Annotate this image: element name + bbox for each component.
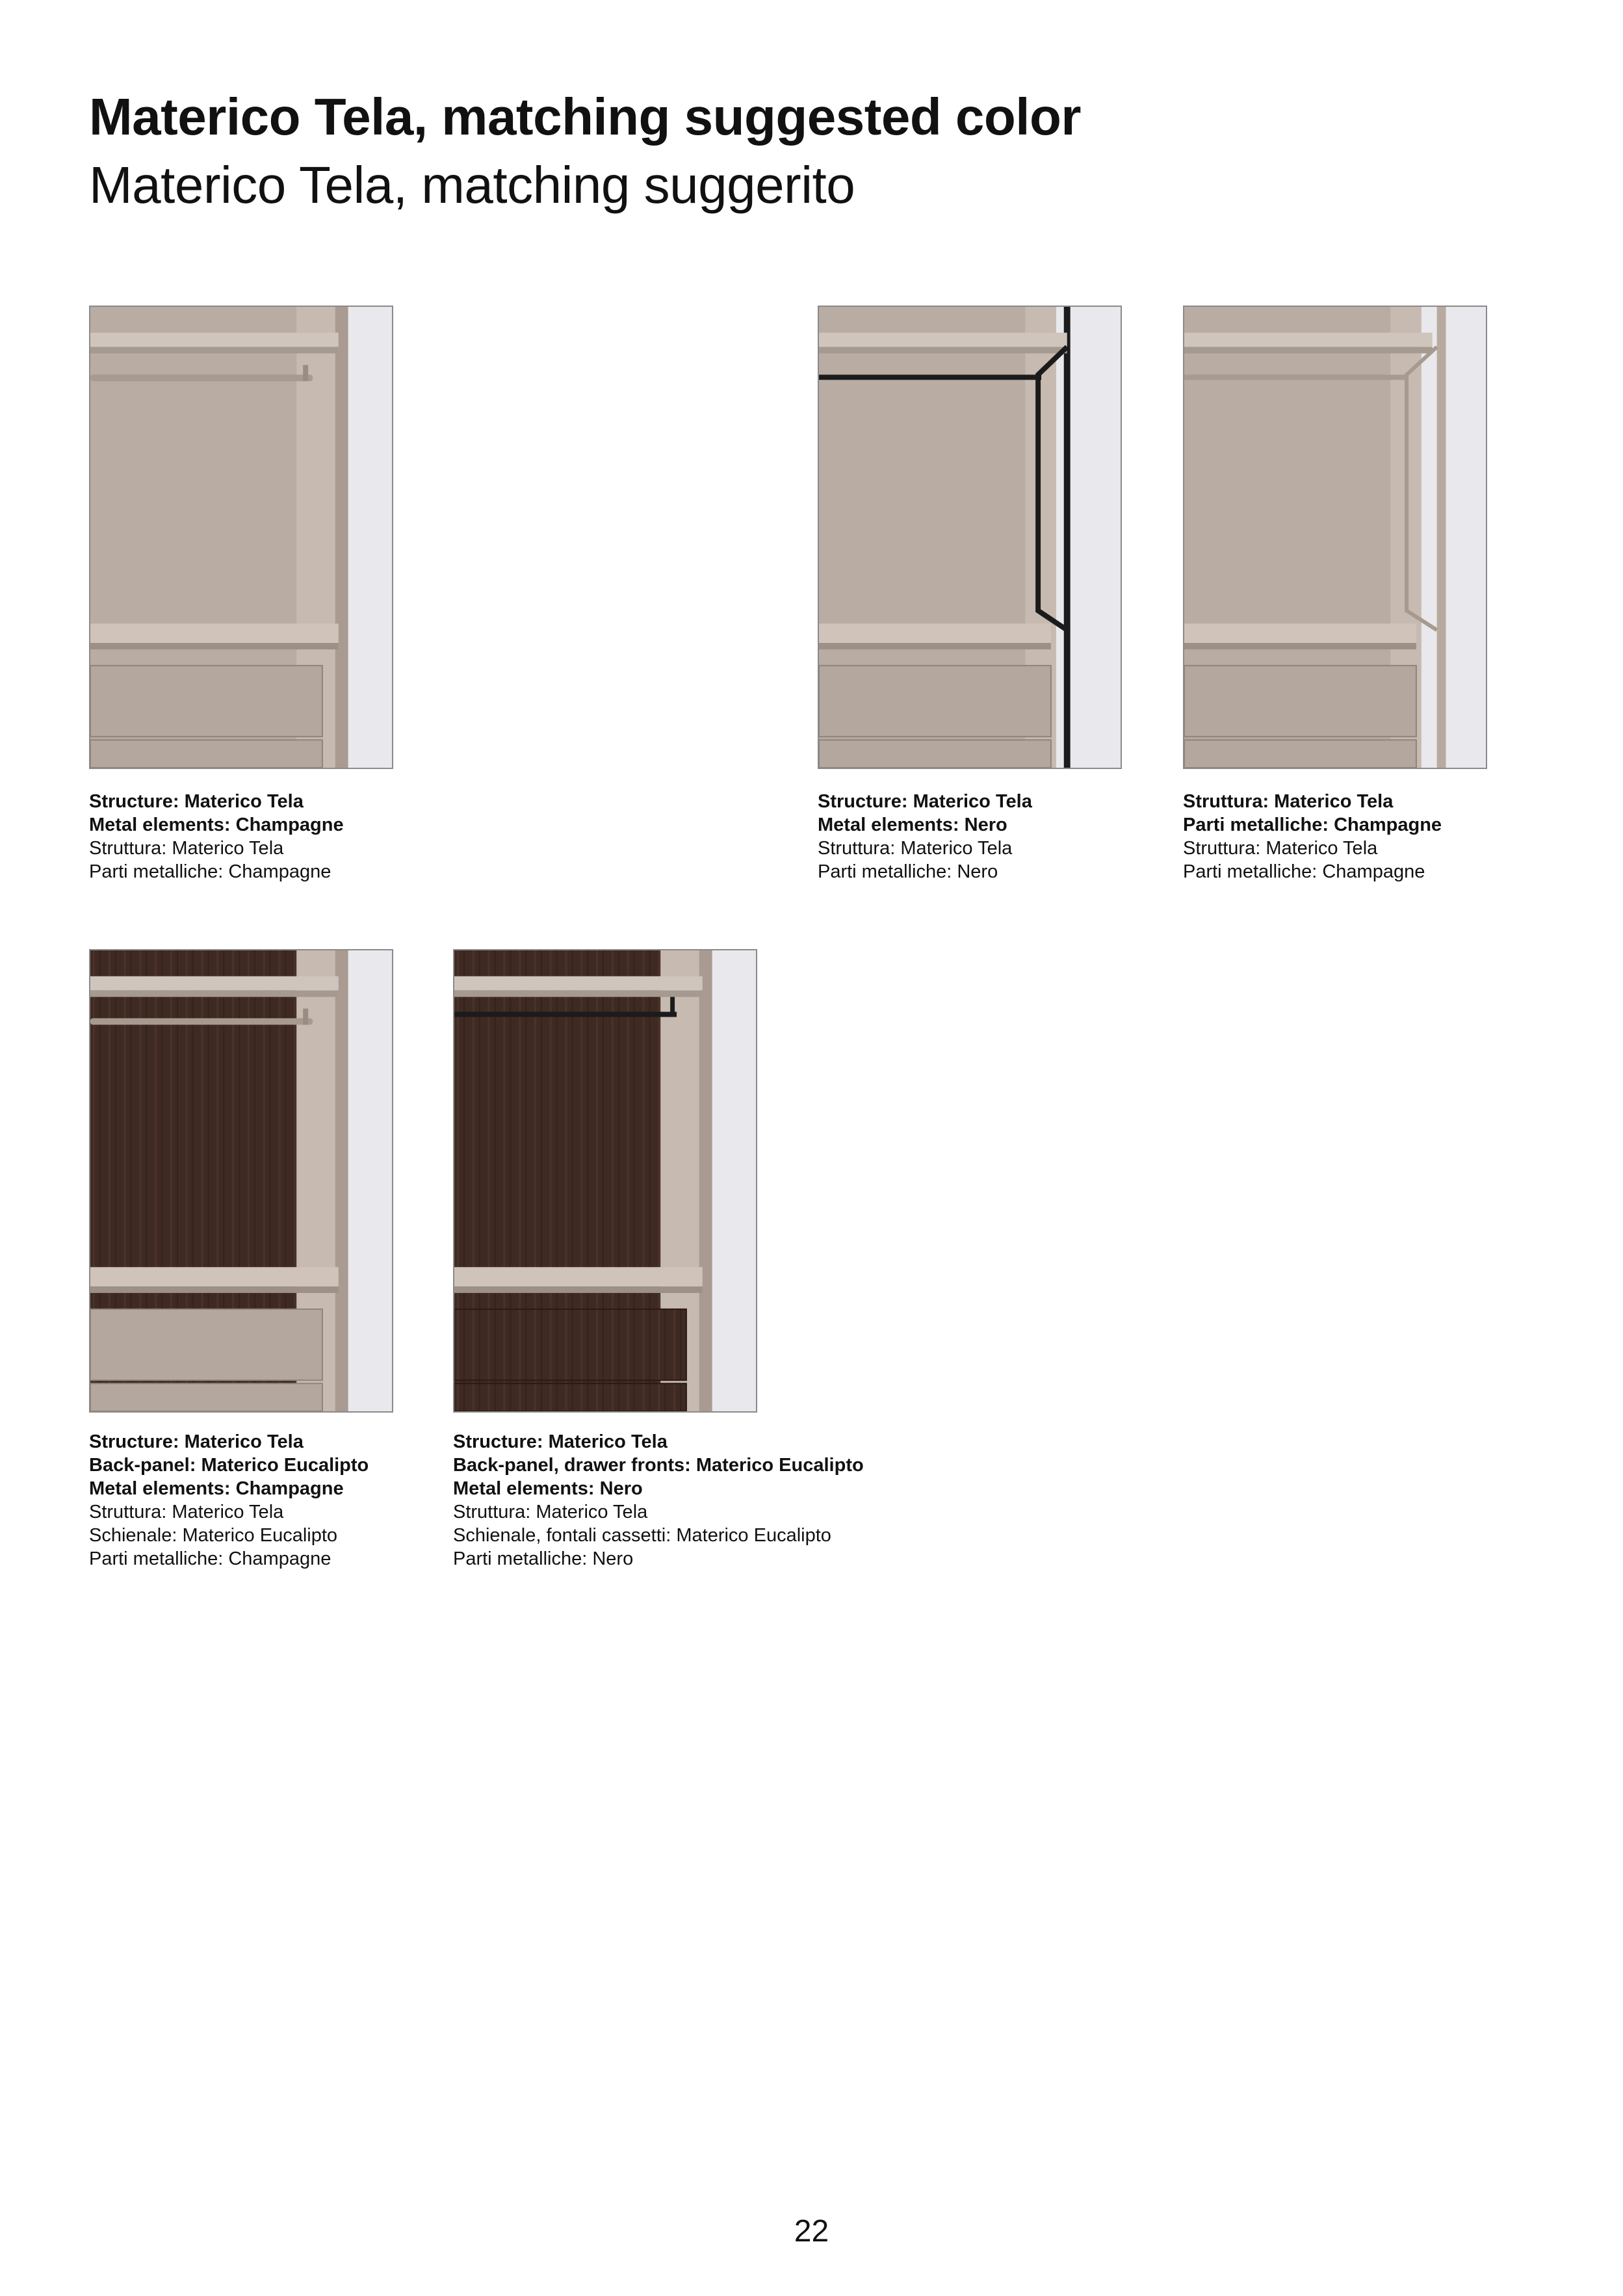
- caption-line: Struttura: Materico Tela: [453, 1502, 648, 1522]
- wardrobe-photo-2: [818, 306, 1122, 769]
- caption-line: Structure: Materico Tela: [818, 791, 1032, 812]
- caption-line: Metal elements: Champagne: [89, 815, 344, 835]
- caption-line: Parti metalliche: Champagne: [1183, 815, 1442, 835]
- caption-5: [453, 1430, 864, 1571]
- caption-line: Struttura: Materico Tela: [89, 1502, 284, 1522]
- caption-1: [89, 790, 344, 883]
- caption-line: Schienale: Materico Eucalipto: [89, 1525, 338, 1546]
- wardrobe-photo-5: [453, 949, 757, 1413]
- caption-line: Parti metalliche: Champagne: [1183, 861, 1425, 882]
- caption-line: Structure: Materico Tela: [453, 1431, 668, 1452]
- caption-line: Parti metalliche: Champagne: [89, 861, 331, 882]
- caption-line: Structure: Materico Tela: [89, 791, 304, 812]
- caption-line: Back-panel, drawer fronts: Materico Eucalipto: [453, 1455, 864, 1476]
- caption-line: Struttura: Materico Tela: [1183, 791, 1394, 812]
- caption-line: Struttura: Materico Tela: [818, 838, 1013, 859]
- caption-line: Metal elements: Nero: [818, 815, 1007, 835]
- caption-line: Schienale, fontali cassetti: Materico Eucalipto: [453, 1525, 831, 1546]
- caption-line: Back-panel: Materico Eucalipto: [89, 1455, 369, 1476]
- caption-line: Metal elements: Champagne: [89, 1478, 344, 1499]
- caption-line: Parti metalliche: Champagne: [89, 1548, 331, 1569]
- page-title: Materico Tela, matching suggested color: [89, 88, 1082, 146]
- page-subtitle: Materico Tela, matching suggerito: [89, 156, 855, 214]
- caption-line: Parti metalliche: Nero: [818, 861, 998, 882]
- caption-line: Structure: Materico Tela: [89, 1431, 304, 1452]
- caption-line: Struttura: Materico Tela: [1183, 838, 1378, 859]
- caption-2: [818, 790, 1032, 883]
- wardrobe-photo-3: [1183, 306, 1487, 769]
- caption-4: [89, 1430, 369, 1571]
- wardrobe-photo-4: [89, 949, 393, 1413]
- caption-line: Parti metalliche: Nero: [453, 1548, 634, 1569]
- caption-3: [1183, 790, 1442, 883]
- page-number: 22: [794, 2214, 829, 2249]
- caption-line: Metal elements: Nero: [453, 1478, 643, 1499]
- caption-line: Struttura: Materico Tela: [89, 838, 284, 859]
- wardrobe-photo-1: [89, 306, 393, 769]
